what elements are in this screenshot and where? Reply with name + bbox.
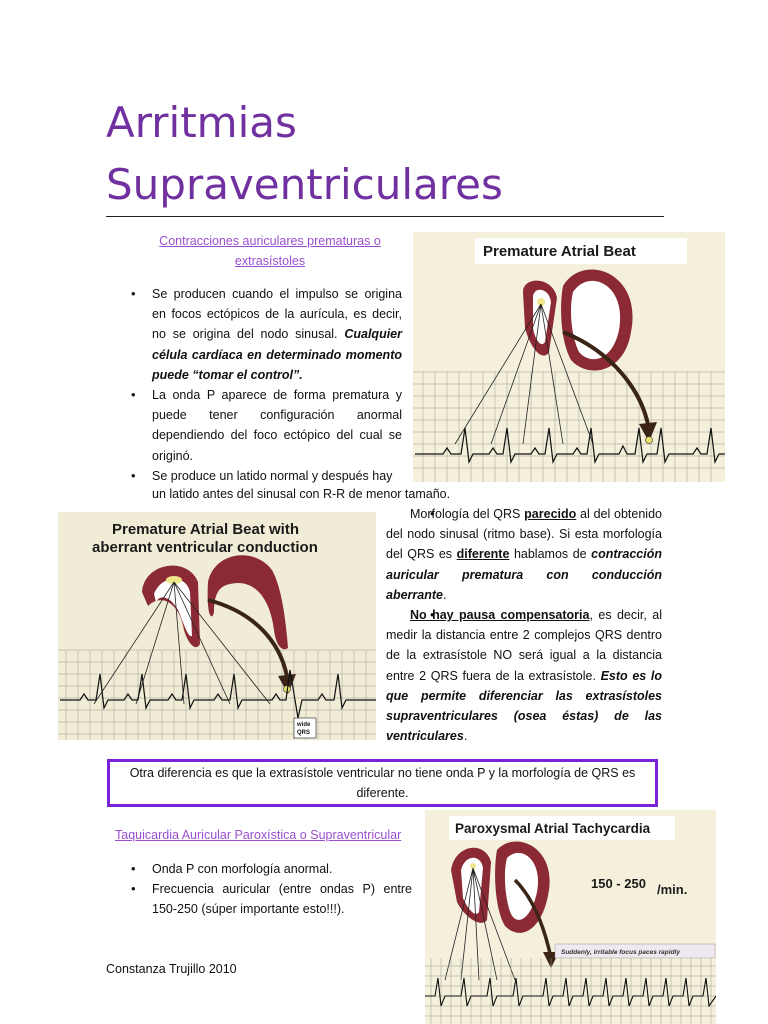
rate-label: 150 - 250 (591, 876, 646, 891)
list-item (128, 284, 402, 385)
list-item (128, 385, 402, 466)
figure-title: Premature Atrial Beat (483, 243, 636, 260)
text-emphasis: diferente (456, 547, 510, 562)
list-item (386, 504, 662, 605)
text-fragment: hablamos de (509, 547, 592, 562)
figure-aberrant-conduction (58, 512, 376, 740)
text-fragment: , es decir, al medir la distancia entre 2 complejos QRS dentro de la extrasístole NO será igual a la distancia entre 2 QRS fuera de la extrasístole. (386, 608, 662, 683)
text-fragment: . (463, 729, 468, 744)
heading-line-2: extrasístoles (234, 254, 306, 268)
ecg-illustration (58, 512, 376, 740)
figure-title-line-2: aberrant ventricular conduction (92, 539, 318, 556)
text-emphasis: contracción auricular prematura con conducción aberrante (386, 547, 662, 602)
section-heading-tachycardia[interactable]: Taquicardia Auricular Paroxística o Supraventricular (115, 828, 402, 842)
note-text: Otra diferencia es que la extrasístole ventricular no tiene onda P y la morfología de QRS es diferente. (129, 766, 636, 800)
bullet-text: Se producen cuando el impulso se origina en focos ectópicos de la aurícula, es decir, no se origina del nodo sinusal. (152, 287, 402, 342)
bullet-text: Frecuencia auricular (entre ondas P) entre 150-250 (súper importante esto!!!). (152, 882, 412, 917)
title-line-1: Arritmias (106, 98, 297, 147)
list-item (128, 859, 412, 879)
bullet-list-qrs (386, 504, 662, 746)
title-line-2: Supraventriculares (106, 160, 503, 209)
ecg-illustration (413, 232, 725, 482)
bullet-text: La onda P aparece de forma prematura y puede tener configuración anormal dependiendo del foco ectópico del cual se originó. (152, 388, 402, 463)
list-item (128, 879, 412, 919)
figure-premature-atrial-beat (413, 232, 725, 482)
bullet-list-premature (128, 284, 402, 486)
note-box (107, 759, 658, 807)
figure-paroxysmal-tachycardia (425, 810, 716, 1024)
figure-title-line-1: Premature Atrial Beat with (112, 521, 299, 538)
bullet-emphasis: Cualquier célula cardíaca en determinado momento puede “tomar el control”. (152, 327, 402, 382)
text-fragment: . (442, 587, 447, 602)
title-divider (106, 216, 664, 217)
list-item (386, 605, 662, 746)
text-emphasis: Esto es lo que permite diferenciar las extrasístoles supraventriculares (osea éstas) de las ventriculares (386, 668, 662, 744)
text-emphasis: parecido (524, 507, 577, 521)
heading-line-1: Contracciones auriculares prematuras o (159, 234, 381, 248)
rapid-pacing-note: Suddenly, irritable focus paces rapidly (561, 949, 680, 956)
bullet-list-tachycardia (128, 859, 412, 920)
footer-author: Constanza Trujillo 2010 (106, 962, 237, 976)
ecg-illustration (425, 810, 716, 1024)
text-emphasis: No hay pausa compensatoria (410, 608, 590, 623)
rate-unit: /min. (657, 882, 688, 897)
list-item (128, 466, 402, 486)
bullet-text: Onda P con morfología anormal. (152, 862, 333, 876)
text-fragment: Morfología del QRS (410, 507, 525, 521)
text-fragment: al del obtenido del nodo sinusal (ritmo base). Si esta morfología del QRS es (386, 507, 662, 562)
bullet-continuation: un latido antes del sinusal con R-R de menor tamaño. (152, 487, 451, 501)
page-title (106, 92, 666, 216)
wide-qrs-label-2: QRS (297, 730, 311, 736)
section-heading-premature-contractions[interactable] (130, 231, 410, 271)
bullet-text: Se produce un latido normal y después hay (152, 468, 393, 483)
wide-qrs-label-1: wide (297, 722, 311, 728)
figure-title: Paroxysmal Atrial Tachycardia (455, 821, 651, 836)
